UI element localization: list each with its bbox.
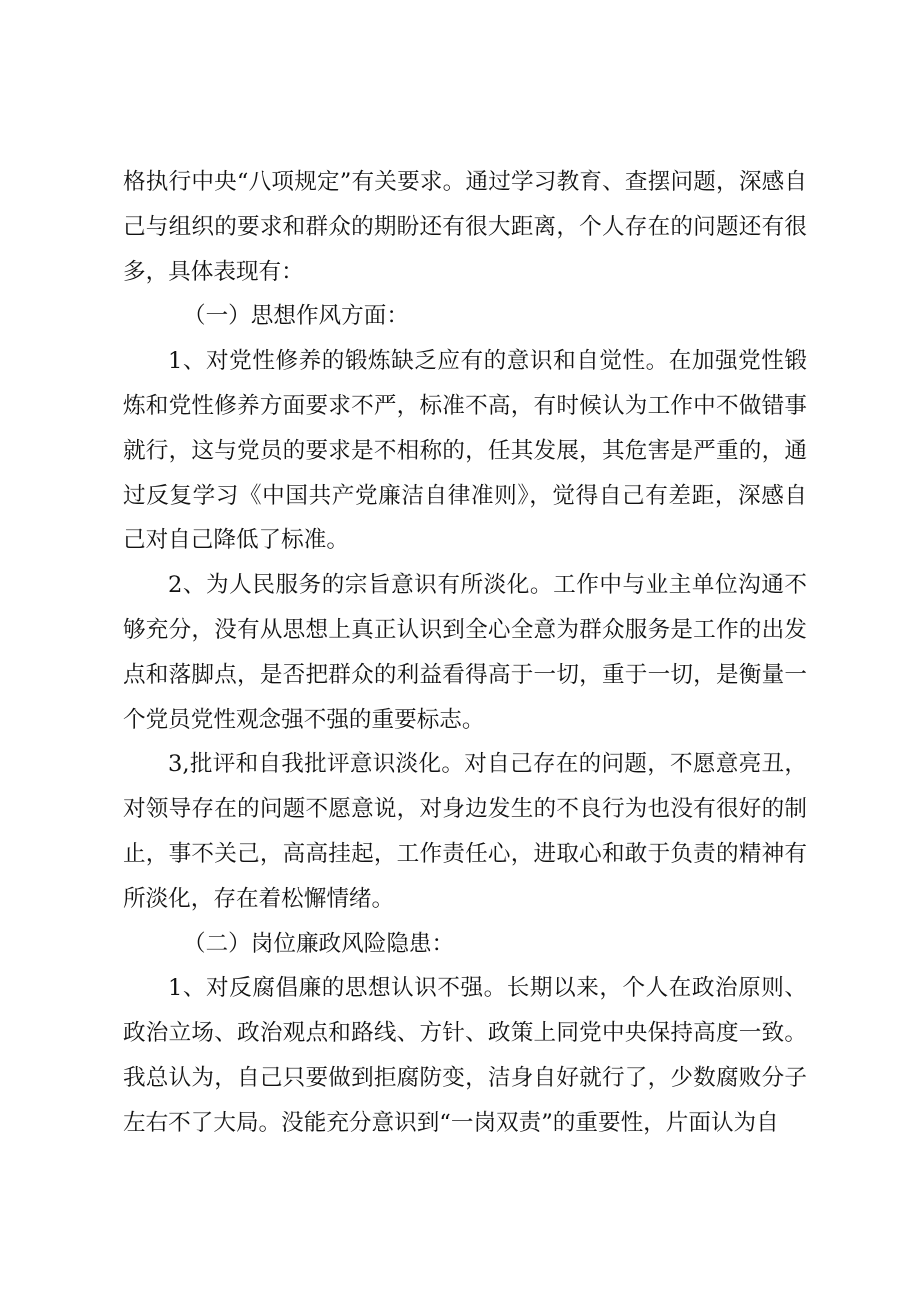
- document-body: [123, 160, 807, 1146]
- paragraph-item-4: 1、对反腐倡廉的思想认识不强。长期以来，个人在政治原则、政治立场、政治观点和路线、方针、政策上同党中央保持高度一致。我总认为，自己只要做到拒腐防变，洁身自好就行了，少数腐败分子左右不了大局。没能充分意识到“一岗双责”的重要性，片面认为自: [123, 975, 807, 1136]
- paragraph-item-2: 2、为人民服务的宗旨意识有所淡化。工作中与业主单位沟通不够充分，没有从思想上真正认识到全心全意为群众服务是工作的出发点和落脚点，是否把群众的利益看得高于一切，重于一切，是衡量一个党员党性观念强不强的重要标志。: [123, 572, 807, 733]
- paragraph-item-1: 1、对党性修养的锻炼缺乏应有的意识和自觉性。在加强党性锻炼和党性修养方面要求不严，标准不高，有时候认为工作中不做错事就行，这与党员的要求是不相称的，任其发展，其危害是严重的，通过反复学习《中国共产党廉洁自律准则》，觉得自己有差距，深感自己对自己降低了标准。: [123, 348, 807, 554]
- paragraph-item-3: 3,批评和自我批评意识淡化。对自己存在的问题，不愿意亮丑，对领导存在的问题不愿意说，对身边发生的不良行为也没有很好的制止，事不关己，高高挂起，工作责任心，进取心和敢于负责的精神有所淡化，存在着松懈情绪。: [123, 751, 807, 912]
- section-heading-1: （一）思想作风方面：: [183, 303, 409, 330]
- section-heading-2: （二）岗位廉政风险隐患：: [183, 930, 455, 957]
- paragraph-intro: 格执行中央“八项规定”有关要求。通过学习教育、查摆问题，深感自己与组织的要求和群众的期盼还有很大距离，个人存在的问题还有很多，具体表现有：: [123, 169, 807, 285]
